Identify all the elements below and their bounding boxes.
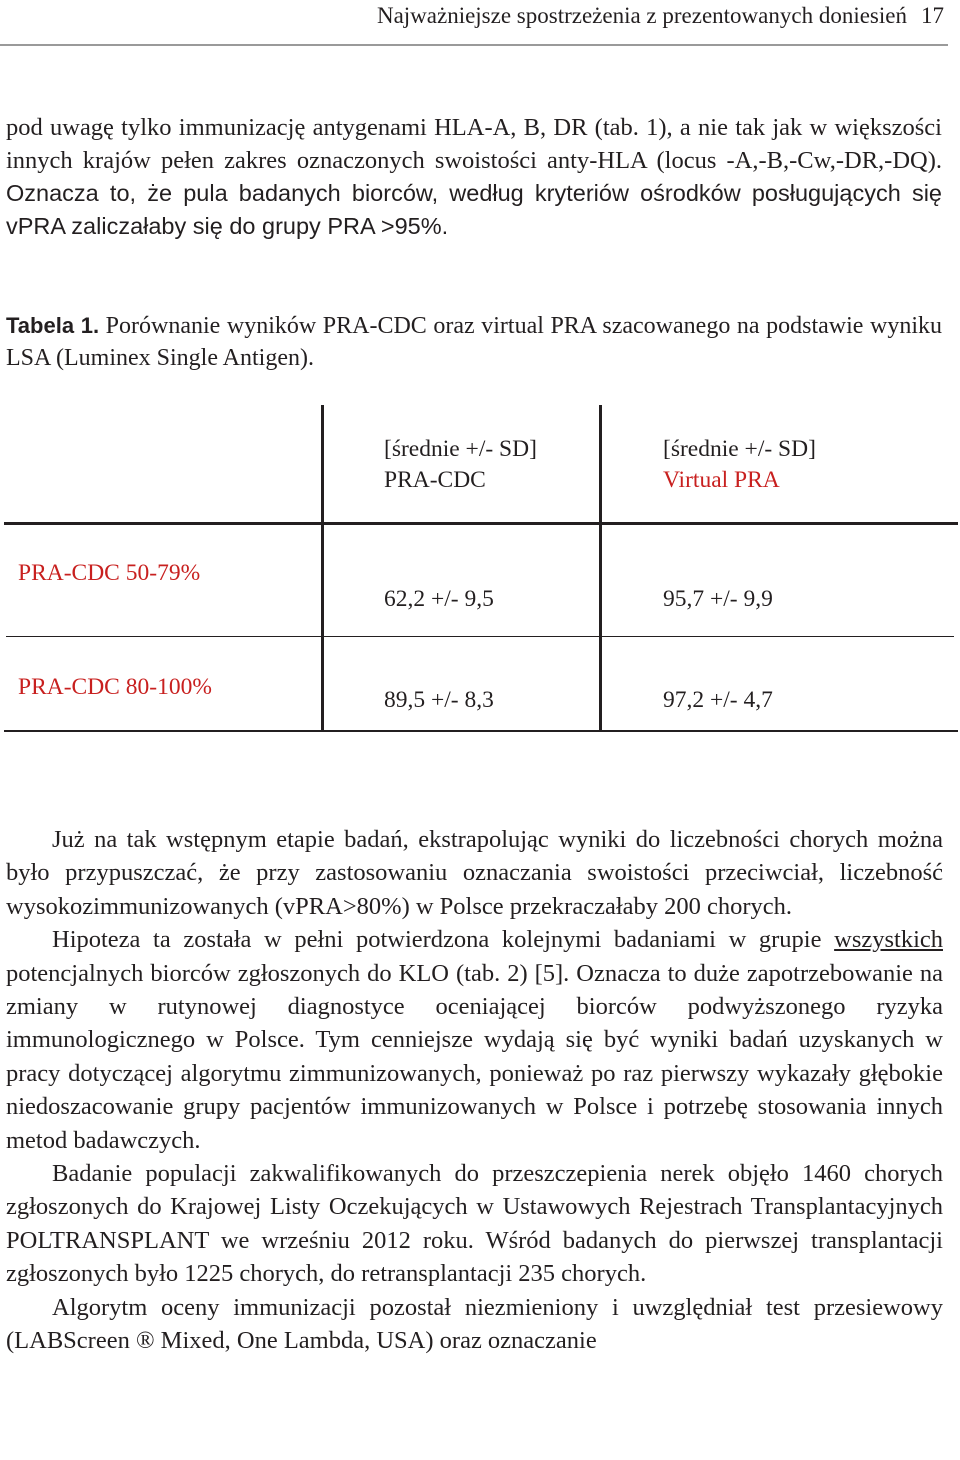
row-label-prefix: PRA-CDC — [18, 560, 126, 586]
column-header-virtual-pra-line1: [średnie +/- SD] — [663, 436, 816, 462]
column-header-pra-cdc — [384, 434, 537, 496]
column-header-virtual-pra — [663, 434, 816, 496]
body-paragraph-1: Już na tak wstępnym etapie badań, ekstrapolując wyniki do liczebności chorych można było przypuszczać, że przy zastosowaniu oznaczania swoistości przeciwciał, liczebność wysokozimmunizowanych (vPRA>80%) w Polsce przekraczałaby 200 chorych. — [6, 826, 943, 920]
intro-text-serif: pod uwagę tylko immunizację antygenami HLA-A, B, DR (tab. 1), a nie tak jak w większości innych krajów pełen zakres oznaczonych swoistości anty-HLA (locus -A,-B,-Cw,-DR,-DQ). — [6, 114, 942, 174]
intro-text-sans: Oznacza to, że pula badanych biorców, według kryteriów ośrodków posługujących się vPRA zaliczałaby się do grupy PRA >95%. — [6, 180, 942, 239]
table-row-rule — [6, 636, 954, 637]
table-bottom-rule — [4, 730, 958, 732]
intro-paragraph — [6, 111, 942, 243]
body-paragraph-2 — [6, 923, 943, 1157]
page-number: 17 — [921, 3, 944, 28]
table-cell-pra-cdc: 62,2 +/- 9,5 — [384, 586, 494, 612]
body-paragraph-3: Badanie populacji zakwalifikowanych do przeszczepienia nerek objęło 1460 chorych zgłoszonych do Krajowej Listy Oczekujących w Ustawowych Rejestrach Transplantacyjnych POLTRANSPLANT we wrześniu 2012 roku. Wśród badanych do pierwszej transplantacji zgłoszonych było 1225 chorych, do retransplantacji 235 chorych. — [6, 1160, 943, 1288]
table-vertical-rule-right — [599, 405, 602, 732]
body-paragraph-2-rest: potencjalnych biorców zgłoszonych do KLO (tab. 2) [5]. Oznacza to duże zapotrzebowanie na zmiany w rutynowej diagnostyce oceniającej biorców podwyższonego ryzyka immunologicznego w Polsce. Tym cenniejsze wydają się być wyniki badań uzyskanych w pracy dotyczącej algorytmu zimmunizowanych, ponieważ po raz pierwszy wykazały głębokie niedoszacowanie grupy pacjentów immunizowanych w Polsce i potrzebę stosowania innych metod badawczych. — [6, 959, 943, 1154]
table-header-rule — [4, 522, 958, 525]
table-row-label — [18, 558, 200, 589]
row-label-range: 50-79% — [125, 560, 201, 586]
table-caption-label: Tabela 1. — [6, 313, 100, 338]
row-label-prefix: PRA-CDC — [18, 674, 126, 700]
table-vertical-rule-left — [321, 405, 324, 732]
table-row-label — [18, 672, 212, 703]
running-header-title: Najważniejsze spostrzeżenia z prezentowanych doniesień — [376, 3, 907, 28]
column-header-virtual-pra-line2: Virtual PRA — [663, 467, 780, 493]
underlined-word: wszystkich — [834, 926, 943, 954]
column-header-pra-cdc-line2: PRA-CDC — [384, 467, 486, 493]
table-caption — [6, 310, 942, 374]
table-cell-pra-cdc: 89,5 +/- 8,3 — [384, 687, 494, 713]
body-paragraph-4: Algorytm oceny immunizacji pozostał niezmieniony i uwzględniał test przesiewowy (LABScreen ® Mixed, One Lambda, USA) oraz oznaczanie — [6, 1293, 943, 1355]
body-text — [6, 823, 943, 1358]
row-label-range: 80-100% — [125, 674, 212, 700]
running-header — [377, 2, 944, 30]
column-header-pra-cdc-line1: [średnie +/- SD] — [384, 436, 537, 462]
table-cell-virtual-pra: 97,2 +/- 4,7 — [663, 687, 773, 713]
table-cell-virtual-pra: 95,7 +/- 9,9 — [663, 586, 773, 612]
table-caption-text: Porównanie wyników PRA-CDC oraz virtual PRA szacowanego na podstawie wyniku LSA (Luminex Single Antigen). — [6, 313, 942, 371]
body-paragraph-2-start: Hipoteza ta została w pełni potwierdzona kolejnymi badaniami w grupie — [52, 926, 835, 954]
header-rule — [0, 44, 948, 46]
